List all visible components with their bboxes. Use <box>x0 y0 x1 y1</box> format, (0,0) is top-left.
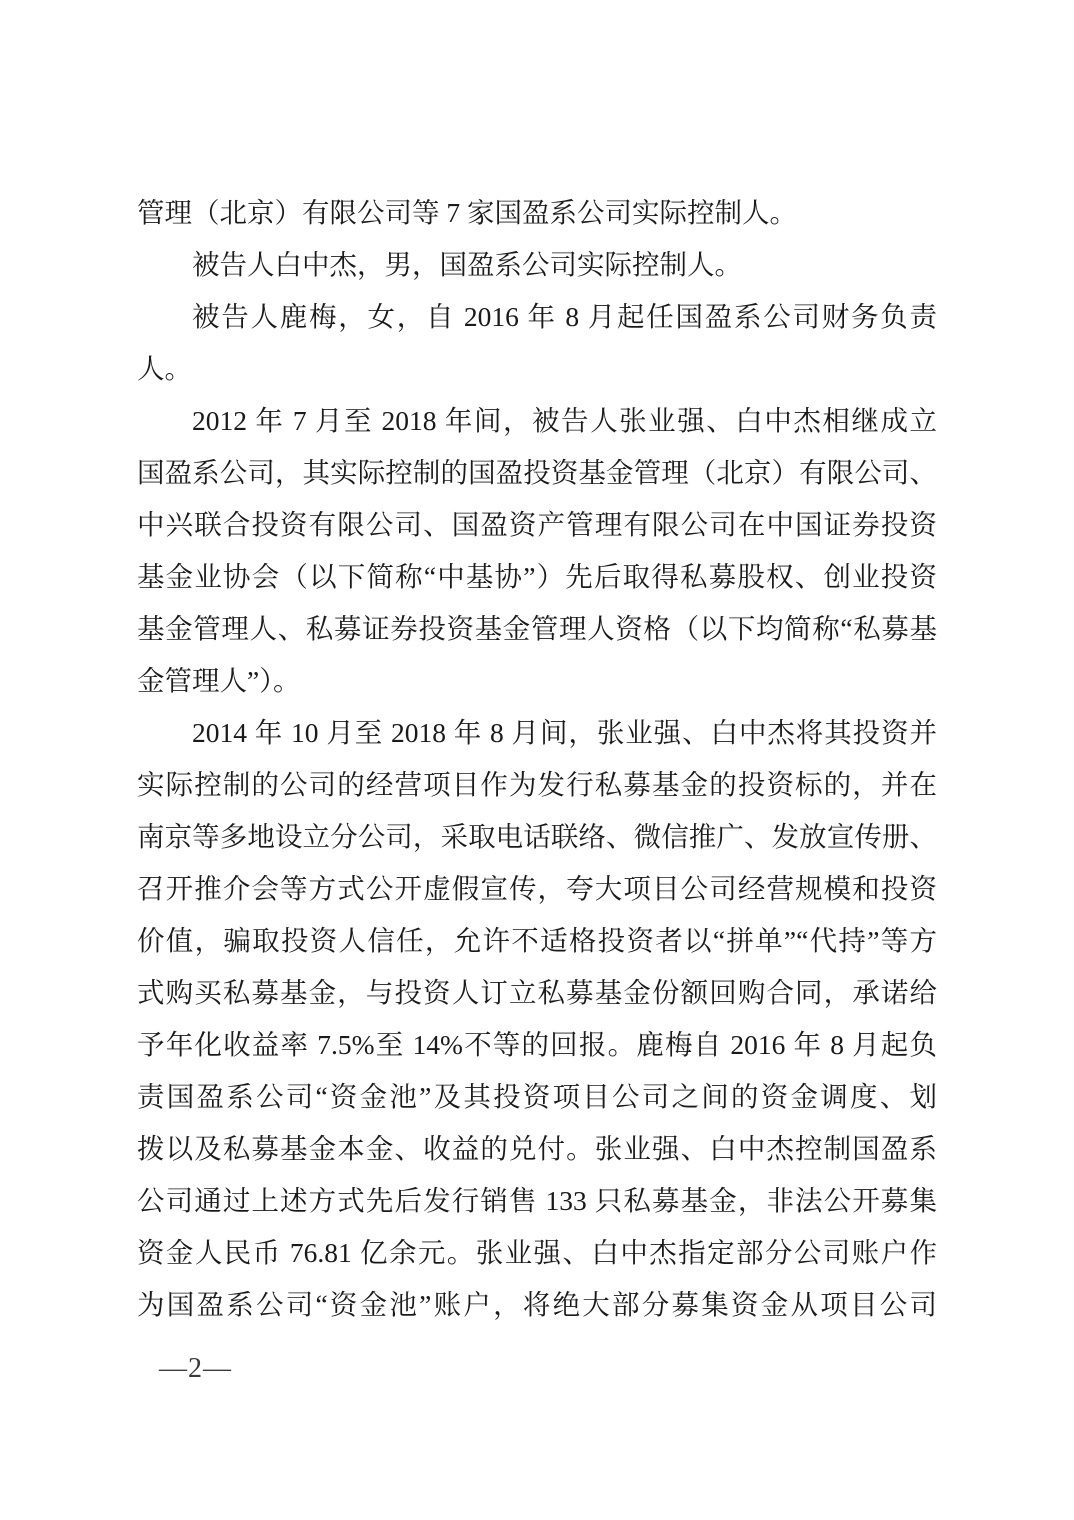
text-line: 责国盈系公司“资金池”及其投资项目公司之间的资金调度、划 <box>137 1081 937 1112</box>
text-line: 拨以及私募基金本金、收益的兑付。张业强、白中杰控制国盈系 <box>137 1133 937 1164</box>
text-line: 价值，骗取投资人信任，允许不适格投资者以“拼单”“代持”等方 <box>137 925 937 956</box>
paragraph <box>137 291 937 395</box>
text-line: 被告人鹿梅，女，自 2016 年 8 月起任国盈系公司财务负责 <box>192 301 937 332</box>
text-line: 为国盈系公司“资金池”账户，将绝大部分募集资金从项目公司 <box>137 1289 937 1320</box>
text-line: 南京等多地设立分公司，采取电话联络、微信推广、发放宣传册、 <box>137 821 937 852</box>
text-line: 金管理人”）。 <box>137 665 301 696</box>
text-line: 式购买私募基金，与投资人订立私募基金份额回购合同，承诺给 <box>137 977 937 1008</box>
text-line: 2012 年 7 月至 2018 年间，被告人张业强、白中杰相继成立 <box>192 405 937 436</box>
text-line: 2014 年 10 月至 2018 年 8 月间，张业强、白中杰将其投资并 <box>192 717 937 748</box>
text-line: 公司通过上述方式先后发行销售 133 只私募基金，非法公开募集 <box>137 1185 937 1216</box>
text-line: 国盈系公司，其实际控制的国盈投资基金管理（北京）有限公司、 <box>137 457 937 488</box>
text-line: 实际控制的公司的经营项目作为发行私募基金的投资标的，并在 <box>137 769 937 800</box>
document-body <box>137 187 937 1331</box>
text-line: 基金业协会（以下简称“中基协”）先后取得私募股权、创业投资 <box>137 561 937 592</box>
text-line: 基金管理人、私募证券投资基金管理人资格（以下均简称“私募基 <box>137 613 937 644</box>
text-line: 被告人白中杰，男，国盈系公司实际控制人。 <box>192 249 742 280</box>
paragraph <box>137 395 937 707</box>
text-line: 召开推介会等方式公开虚假宣传，夸大项目公司经营规模和投资 <box>137 873 937 904</box>
page-number: —2— <box>159 1353 232 1384</box>
paragraph <box>137 187 937 239</box>
text-line: 管理（北京）有限公司等 7 家国盈系公司实际控制人。 <box>137 197 797 228</box>
paragraph <box>137 707 937 1331</box>
text-line: 中兴联合投资有限公司、国盈资产管理有限公司在中国证券投资 <box>137 509 937 540</box>
text-line: 予年化收益率 7.5%至 14%不等的回报。鹿梅自 2016 年 8 月起负 <box>137 1029 937 1060</box>
text-line: 人。 <box>137 353 192 384</box>
text-line: 资金人民币 76.81 亿余元。张业强、白中杰指定部分公司账户作 <box>137 1237 937 1268</box>
paragraph <box>137 239 937 291</box>
